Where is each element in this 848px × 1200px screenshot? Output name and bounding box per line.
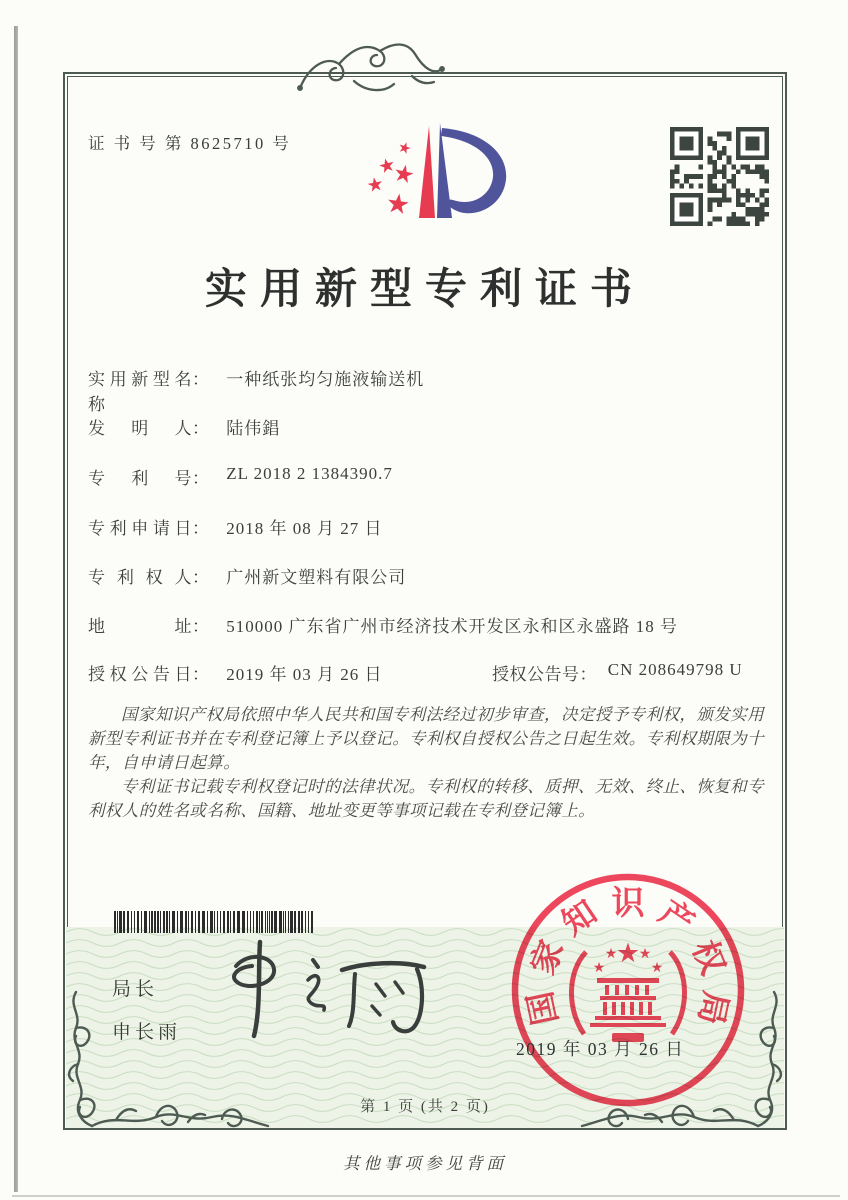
field-value: ZL 2018 2 1384390.7 <box>226 464 393 483</box>
field-value: 2019 年 03 月 26 日 <box>226 665 383 684</box>
seal-char: 权 <box>684 935 731 980</box>
colon: ： <box>192 519 210 538</box>
qr-code-icon <box>670 127 769 226</box>
legal-text <box>88 703 764 823</box>
colon: ： <box>192 617 210 636</box>
field-row-name <box>88 365 762 415</box>
logo-star-icon: ★ <box>390 160 418 190</box>
field-value: 广州新文塑料有限公司 <box>226 568 407 587</box>
field-row-address <box>88 612 762 637</box>
cnipa-logo-icon <box>342 114 514 236</box>
back-note: 其他事项参见背面 <box>343 1154 507 1173</box>
field-label: 专利申请日 <box>88 519 192 538</box>
colon: ： <box>192 469 210 488</box>
field-row-patent-no <box>88 464 762 489</box>
scan-artifact-left <box>14 26 18 1192</box>
logo-star-icon: ★ <box>395 139 414 159</box>
legal-paragraph-2: 专利证书记载专利权登记时的法律状况。专利权的转移、质押、无效、终止、恢复和专利权人的姓名或名称、国籍、地址变更等事项记载在专利登记簿上。 <box>88 777 764 820</box>
colon: ： <box>192 665 210 684</box>
field-label: 授权公告号 <box>492 665 580 684</box>
field-value: 510000 广东省广州市经济技术开发区永和区永盛路 18 号 <box>226 617 678 636</box>
seal-char: 国 <box>522 987 565 1028</box>
field-label: 授权公告日 <box>88 665 192 684</box>
cnipa-seal-icon <box>504 866 752 1114</box>
seal-char: 识 <box>611 886 645 922</box>
logo-star-icon: ★ <box>376 154 398 179</box>
certificate-title: 实用新型专利证书 <box>204 267 645 313</box>
colon: ： <box>192 568 210 587</box>
colon: ： <box>579 665 597 684</box>
legal-paragraph-1: 国家知识产权局依照中华人民共和国专利法经过初步审查，决定授予专利权，颁发实用新型专利证书并在专利登记簿上予以登记。专利权自授权公告之日起生效。专利权期限为十年，自申请日起算。 <box>88 705 764 772</box>
field-grant-pub-no <box>492 660 743 685</box>
logo-star-icon: ★ <box>365 173 386 198</box>
scan-artifact-bottom <box>12 1195 840 1197</box>
colon: ： <box>192 370 210 389</box>
field-label: 专利号 <box>88 469 192 488</box>
colon: ： <box>192 419 210 438</box>
field-label: 地址 <box>88 617 192 636</box>
seal-char: 家 <box>525 935 572 980</box>
emblem-star-icon: ★ <box>615 938 641 968</box>
seal-date: 2019 年 03 月 26 日 <box>516 1039 685 1059</box>
field-label: 实用新型名称 <box>88 370 192 414</box>
certificate-number: 证 书 号 第 8625710 号 <box>88 134 292 153</box>
seal-char: 产 <box>652 894 700 943</box>
dragon-flourish-top <box>294 34 446 100</box>
field-row-grant-date <box>88 660 762 685</box>
field-value: CN 208649798 U <box>607 660 743 679</box>
field-label: 发明人 <box>88 419 192 438</box>
seal-char: 知 <box>556 894 604 943</box>
emblem-star-icon: ★ <box>638 947 652 962</box>
seal-char: 局 <box>691 987 734 1028</box>
emblem-star-icon: ★ <box>604 947 618 962</box>
director-name: 申长雨 <box>112 1022 182 1043</box>
director-title: 局长 <box>112 979 159 1000</box>
director-signature-icon <box>216 936 442 1044</box>
emblem-star-icon: ★ <box>650 961 664 976</box>
field-row-patentee <box>88 563 762 588</box>
logo-star-icon: ★ <box>383 187 413 221</box>
field-label: 专利权人 <box>88 568 192 587</box>
field-value: 一种纸张均匀施液输送机 <box>226 370 425 389</box>
page-number: 第 1 页 (共 2 页) <box>360 1099 490 1115</box>
field-row-filing-date <box>88 514 762 539</box>
emblem-star-icon: ★ <box>592 961 606 976</box>
director-block <box>112 974 181 1044</box>
field-value: 陆伟錩 <box>226 419 281 438</box>
barcode-icon <box>112 911 320 933</box>
field-value: 2018 年 08 月 27 日 <box>226 519 383 538</box>
field-row-inventor <box>88 414 762 439</box>
